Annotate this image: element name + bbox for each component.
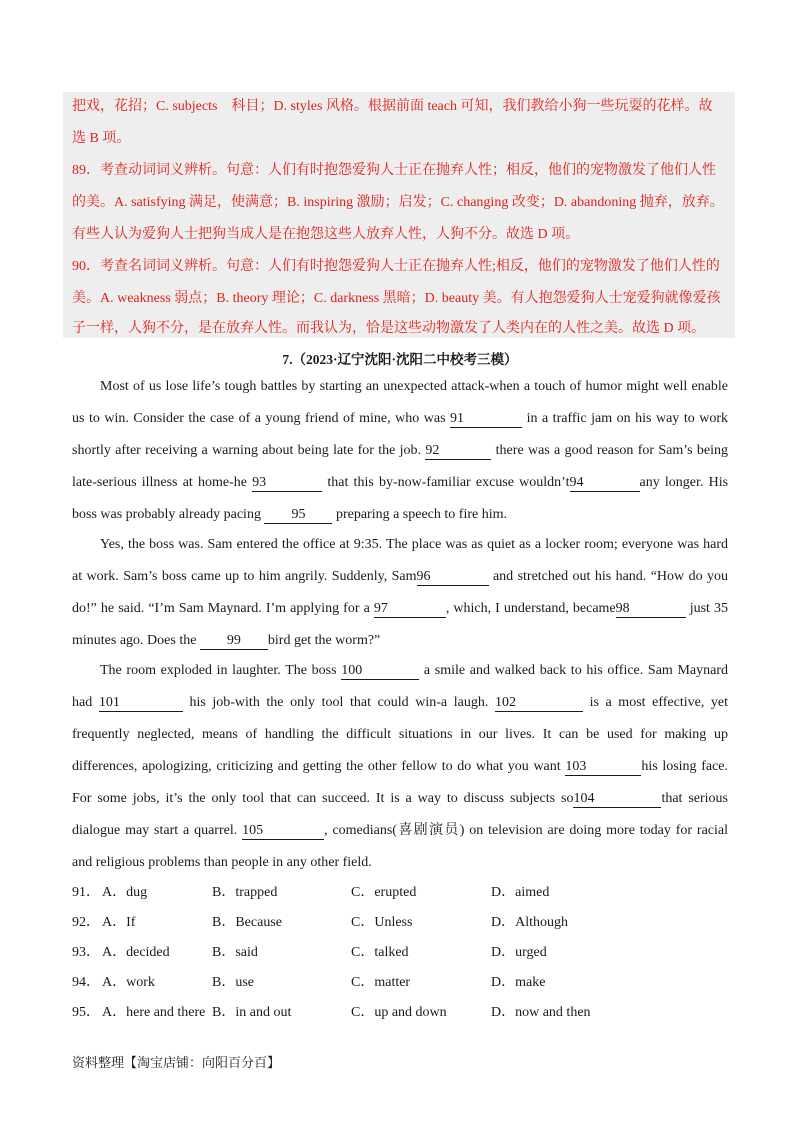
blank-105: 105 [242,823,324,840]
passage-text: boss was probably already pacing [72,507,261,522]
passage-text: For some jobs, it’s the only tool that can succeed. It is a way to discuss subjects so [72,791,574,806]
answer-line: 选 B 项。 [72,131,131,146]
passage-text: his losing face. [641,759,729,774]
blank-95: 95 [264,507,332,524]
blank-99: 99 [200,633,268,650]
passage-line [72,410,728,428]
passage-line: frequently neglected, means of handling the difficult situations in our lives. It can be used for making up [72,727,728,742]
answer-line: 子一样，人狗不分，是在放弃人性。而我认为，恰是这些动物激发了人类内在的人性之美。故选 D 项。 [72,321,706,336]
option-a[interactable]: A．work [102,975,155,990]
passage-line [72,474,728,492]
blank-104: 104 [573,791,661,808]
passage-text: minutes ago. Does the [72,633,197,648]
passage-text: differences, apologizing, criticizing and getting the other fellow to do what you want [72,759,561,774]
blank-94: 94 [570,475,640,492]
option-c[interactable]: C．erupted [351,885,417,900]
passage-text: us to win. Consider the case of a young friend of mine, who was [72,411,446,426]
page-footer: 资料整理【淘宝店铺：向阳百分百】 [72,1055,281,1070]
passage-line [100,662,728,680]
blank-92: 92 [425,443,491,460]
passage-text: had [72,695,93,710]
passage-line [72,442,728,460]
passage-line [72,600,728,618]
blank-103: 103 [565,759,641,776]
answer-line: 90．考查名词词义辨析。句意：人们有时抱怨爱狗人士正在抛弃人性;相反，他们的宠物激发了他们人性的 [72,259,720,274]
passage-text: a smile and walked back to his office. Sam Maynard [423,663,729,678]
passage-text: there was a good reason for Sam’s being [495,443,729,458]
passage-text: any longer. His [639,475,729,490]
answer-line: 89．考查动词词义辨析。句意：人们有时抱怨爱狗人士正在抛弃人性；相反，他们的宠物激发了他们人性 [72,163,716,178]
option-d[interactable]: D．make [491,975,546,990]
blank-97: 97 [374,601,446,618]
option-a[interactable]: A．decided [102,945,170,960]
option-c[interactable]: C．up and down [351,1005,447,1020]
answer-line: 把戏，花招；C. subjects 科目；D. styles 风格。根据前面 teach 可知，我们教给小狗一些玩耍的花样。故 [72,99,713,114]
passage-line: Yes, the boss was. Sam entered the office at 9:35. The place was as quiet as a locker room; everyone was hard [100,537,728,552]
option-b[interactable]: B．Because [212,915,282,930]
question-number: 93． [72,945,100,960]
option-d[interactable]: D．aimed [491,885,550,900]
passage-text: that serious [661,791,729,806]
option-c[interactable]: C．matter [351,975,411,990]
passage-text: that this by-now-familiar excuse wouldn’t [327,475,570,490]
answer-line: 美。A. weakness 弱点；B. theory 理论；C. darkness 黑暗；D. beauty 美。有人抱怨爱狗人士宠爱狗就像爱孩 [72,291,721,306]
passage-line [72,568,728,586]
blank-96: 96 [417,569,489,586]
passage-text: his job-with the only tool that could win-a laugh. [189,695,489,710]
blank-102: 102 [495,695,583,712]
passage-text: do!” he said. “I’m Sam Maynard. I’m applying for a [72,601,370,616]
passage-text: dialogue may start a quarrel. [72,823,238,838]
passage-line [72,790,728,808]
passage-text: shortly after receiving a warning about being late for the job. [72,443,422,458]
blank-98: 98 [616,601,686,618]
option-b[interactable]: B．said [212,945,258,960]
passage-text: just 35 [689,601,728,616]
passage-text: in a traffic jam on his way to work [526,411,728,426]
option-b[interactable]: B．in and out [212,1005,292,1020]
answer-line: 有些人认为爱狗人士把狗当成人是在抱怨这些人放弃人性，人狗不分。故选 D 项。 [72,227,580,242]
option-c[interactable]: C．Unless [351,915,413,930]
passage-line [72,632,380,650]
passage-line [72,506,507,524]
option-d[interactable]: D．Although [491,915,568,930]
passage-text: is a most effective, yet [589,695,729,710]
passage-text: , comedians(喜剧演员) on television are doing more today for racial [324,823,728,838]
blank-93: 93 [252,475,322,492]
passage-text: at work. Sam’s boss came up to him angrily. Suddenly, Sam [72,569,417,584]
question-number: 95． [72,1005,100,1020]
question-number: 91． [72,885,100,900]
passage-text: preparing a speech to fire him. [335,507,507,522]
passage-text: The room exploded in laughter. The boss [100,663,337,678]
option-d[interactable]: D．now and then [491,1005,591,1020]
option-d[interactable]: D．urged [491,945,547,960]
blank-101: 101 [99,695,183,712]
option-a[interactable]: A．here and there [102,1005,206,1020]
passage-line [72,758,728,776]
passage-line: and religious problems than people in any other field. [72,855,372,870]
passage-text: late-serious illness at home-he [72,475,247,490]
option-a[interactable]: A．dug [102,885,148,900]
passage-line: Most of us lose life’s tough battles by starting an unexpected attack-when a touch of humor might well enable [100,379,728,394]
question-number: 94． [72,975,100,990]
section-title: 7.（2023·辽宁沈阳·沈阳二中校考三模） [282,352,518,367]
option-b[interactable]: B．use [212,975,254,990]
passage-text: , which, I understand, became [445,601,616,616]
option-b[interactable]: B．trapped [212,885,278,900]
blank-100: 100 [341,663,419,680]
question-number: 92． [72,915,100,930]
passage-line [72,694,728,712]
passage-text: bird get the worm?” [267,633,381,648]
option-c[interactable]: C．talked [351,945,409,960]
answer-line: 的美。A. satisfying 满足，使满意；B. inspiring 激励；启发；C. changing 改变；D. abandoning 抛弃，放弃。 [72,195,724,210]
option-a[interactable]: A．If [102,915,136,930]
passage-line [72,822,728,840]
passage-text: and stretched out his hand. “How do you [492,569,728,584]
blank-91: 91 [450,411,522,428]
